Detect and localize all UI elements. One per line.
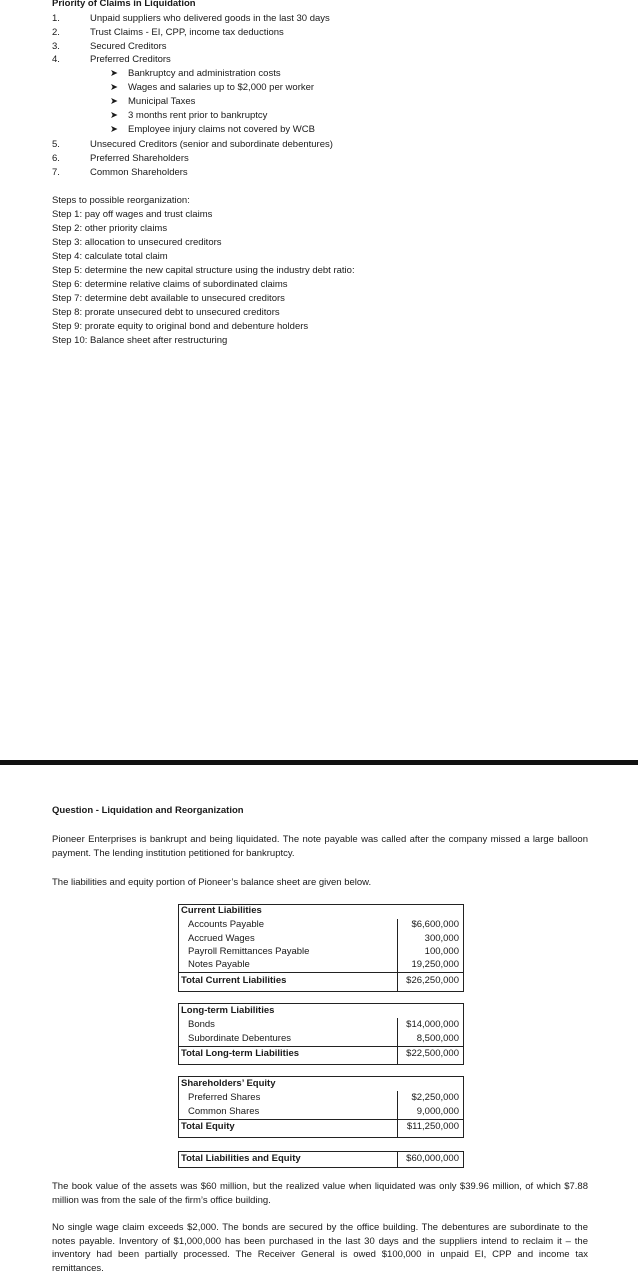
sub-bullet-text: Municipal Taxes (128, 96, 196, 107)
equity-table (178, 1076, 464, 1138)
total-value: $26,250,000 (406, 975, 459, 986)
page-divider (0, 760, 638, 765)
sub-bullet (110, 67, 281, 81)
row-value: $6,600,000 (411, 919, 459, 930)
sub-bullet-text: 3 months rent prior to bankruptcy (128, 110, 268, 121)
arrow-bullet-icon: ➤ (110, 124, 118, 135)
table-row (179, 945, 463, 959)
row-label: Subordinate Debentures (188, 1033, 291, 1044)
row-label: Common Shares (188, 1106, 260, 1117)
table-rule (179, 972, 463, 973)
table-row (179, 1032, 463, 1046)
total-label: Total Current Liabilities (181, 975, 287, 986)
section-header: Current Liabilities (181, 905, 262, 916)
sub-bullet (110, 109, 267, 123)
sub-bullet (110, 95, 195, 109)
section-header: Long-term Liabilities (181, 1005, 275, 1016)
row-label: Payroll Remittances Payable (188, 946, 310, 957)
table-row (179, 958, 463, 972)
row-label: Bonds (188, 1019, 215, 1030)
table-header-row (179, 1077, 463, 1091)
table-row (179, 932, 463, 946)
list-number: 7. (52, 167, 60, 178)
grand-total-row (179, 1152, 463, 1166)
question-paragraph: The book value of the assets was $60 million, but the realized value when liquidated was only $39.96 million, of which $7.88 million was from the sale of the firm’s office building. (52, 1181, 588, 1206)
grand-total-value: $60,000,000 (406, 1153, 459, 1164)
total-label: Total Long-term Liabilities (181, 1048, 300, 1059)
question-title: Question - Liquidation and Reorganization (52, 805, 244, 816)
sub-bullet (110, 81, 314, 95)
step-item: Step 2: other priority claims (52, 223, 168, 234)
steps-intro: Steps to possible reorganization: (52, 195, 190, 206)
question-intro: Pioneer Enterprises is bankrupt and being liquidated. The note payable was called after the company missed a large balloon payment. The lending institution petitioned for bankruptcy. (52, 834, 588, 859)
section-header: Shareholders’ Equity (181, 1078, 276, 1089)
arrow-bullet-icon: ➤ (110, 82, 118, 93)
arrow-bullet-icon: ➤ (110, 110, 118, 121)
table-total-row (179, 974, 463, 988)
list-item: Preferred Shareholders (90, 153, 189, 164)
sub-bullet-text: Bankruptcy and administration costs (128, 68, 281, 79)
row-value: $14,000,000 (406, 1019, 459, 1030)
step-item: Step 10: Balance sheet after restructuring (52, 335, 228, 346)
row-value: 300,000 (424, 933, 459, 944)
row-value: 100,000 (424, 946, 459, 957)
list-number: 5. (52, 139, 60, 150)
table-row (179, 1105, 463, 1119)
step-item: Step 3: allocation to unsecured creditors (52, 237, 222, 248)
step-item: Step 4: calculate total claim (52, 251, 168, 262)
row-label: Accrued Wages (188, 933, 255, 944)
step-item: Step 1: pay off wages and trust claims (52, 209, 213, 220)
table-row (179, 1091, 463, 1105)
table-row (179, 1018, 463, 1032)
row-value: 8,500,000 (416, 1033, 459, 1044)
sub-bullet-text: Employee injury claims not covered by WCB (128, 124, 315, 135)
step-item: Step 7: determine debt available to unsecured creditors (52, 293, 285, 304)
grand-total-label: Total Liabilities and Equity (181, 1153, 301, 1164)
row-value: 9,000,000 (416, 1106, 459, 1117)
sub-bullet-text: Wages and salaries up to $2,000 per worker (128, 82, 315, 93)
current-liabilities-table (178, 904, 464, 992)
row-label: Preferred Shares (188, 1092, 261, 1103)
table-header-row (179, 904, 463, 918)
total-label: Total Equity (181, 1121, 235, 1132)
row-value: $2,250,000 (411, 1092, 459, 1103)
arrow-bullet-icon: ➤ (110, 68, 118, 79)
list-item: Trust Claims - EI, CPP, income tax deductions (90, 27, 284, 38)
row-label: Notes Payable (188, 959, 250, 970)
list-item: Unsecured Creditors (senior and subordinate debentures) (90, 139, 333, 150)
row-value: 19,250,000 (411, 959, 459, 970)
priority-title: Priority of Claims in Liquidation (52, 0, 196, 9)
arrow-bullet-icon: ➤ (110, 96, 118, 107)
list-item: Secured Creditors (90, 41, 167, 52)
list-item: Unpaid suppliers who delivered goods in the last 30 days (90, 13, 330, 24)
question-paragraph: No single wage claim exceeds $2,000. The bonds are secured by the office building. The debentures are subordinate to the notes payable. Inventory of $1,000,000 has been purchased in the last 30 days and the suppliers intend to reclaim it – the inventory had been partially processed. The Receiver General is owed $100,000 in unpaid EI, CPP and income tax remittances. (52, 1222, 588, 1274)
list-number: 1. (52, 13, 60, 24)
list-item: Preferred Creditors (90, 54, 171, 65)
list-item: Common Shareholders (90, 167, 188, 178)
step-item: Step 5: determine the new capital structure using the industry debt ratio: (52, 265, 355, 276)
list-number: 3. (52, 41, 60, 52)
total-value: $22,500,000 (406, 1048, 459, 1059)
grand-total-table (178, 1151, 464, 1168)
step-item: Step 8: prorate unsecured debt to unsecured creditors (52, 307, 280, 318)
table-row (179, 918, 463, 932)
total-value: $11,250,000 (406, 1121, 459, 1132)
longterm-liabilities-table (178, 1003, 464, 1065)
step-item: Step 6: determine relative claims of subordinated claims (52, 279, 288, 290)
table-header-row (179, 1004, 463, 1018)
list-number: 2. (52, 27, 60, 38)
table-total-row (179, 1047, 463, 1061)
question-lead: The liabilities and equity portion of Pioneer’s balance sheet are given below. (52, 877, 372, 888)
sub-bullet (110, 123, 315, 137)
table-total-row (179, 1120, 463, 1134)
row-label: Accounts Payable (188, 919, 265, 930)
list-number: 4. (52, 54, 60, 65)
step-item: Step 9: prorate equity to original bond and debenture holders (52, 321, 309, 332)
list-number: 6. (52, 153, 60, 164)
